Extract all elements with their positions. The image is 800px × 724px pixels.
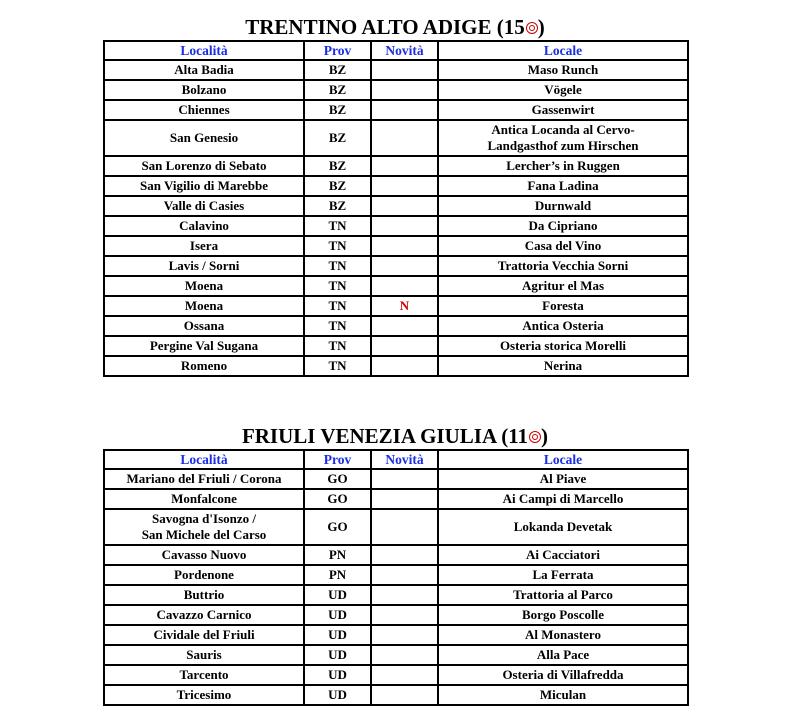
section-title-text: FRIULI VENEZIA GIULIA (11 (241, 424, 529, 448)
section-title-close: ) (541, 424, 549, 448)
cell-prov: TN (304, 276, 371, 296)
cell-prov: UD (304, 585, 371, 605)
table-row (104, 665, 688, 685)
cell-locale: Trattoria Vecchia Sorni (438, 256, 688, 276)
column-header-novita: Novità (371, 450, 438, 469)
cell-localita: Romeno (104, 356, 304, 376)
cell-novita (371, 565, 438, 585)
cell-novita (371, 665, 438, 685)
table-row (104, 156, 688, 176)
cell-novita (371, 156, 438, 176)
table-header-row (104, 450, 688, 469)
cell-novita (371, 196, 438, 216)
table-row (104, 509, 688, 545)
cell-novita (371, 256, 438, 276)
cell-prov: GO (304, 509, 371, 545)
table-header-row (104, 41, 688, 60)
cell-localita: Moena (104, 296, 304, 316)
cell-locale: Fana Ladina (438, 176, 688, 196)
cell-locale: Miculan (438, 685, 688, 705)
cell-prov: TN (304, 216, 371, 236)
cell-locale: Casa del Vino (438, 236, 688, 256)
table-row (104, 296, 688, 316)
cell-localita: Lavis / Sorni (104, 256, 304, 276)
table-row (104, 469, 688, 489)
cell-localita: Buttrio (104, 585, 304, 605)
cell-prov: UD (304, 645, 371, 665)
cell-prov: UD (304, 605, 371, 625)
cell-locale: Ai Cacciatori (438, 545, 688, 565)
cell-novita (371, 585, 438, 605)
cell-locale: Gassenwirt (438, 100, 688, 120)
cell-prov: BZ (304, 176, 371, 196)
cell-novita (371, 685, 438, 705)
cell-locale: Alla Pace (438, 645, 688, 665)
cell-localita: Tarcento (104, 665, 304, 685)
cell-prov: BZ (304, 100, 371, 120)
cell-prov: PN (304, 565, 371, 585)
cell-localita: San Lorenzo di Sebato (104, 156, 304, 176)
table-row (104, 545, 688, 565)
cell-localita: Pergine Val Sugana (104, 336, 304, 356)
cell-novita (371, 625, 438, 645)
cell-prov: TN (304, 296, 371, 316)
section-title (103, 424, 687, 448)
cell-novita (371, 336, 438, 356)
cell-novita (371, 489, 438, 509)
cell-prov: BZ (304, 60, 371, 80)
cell-localita: Tricesimo (104, 685, 304, 705)
cell-localita: San Genesio (104, 120, 304, 156)
cell-novita (371, 80, 438, 100)
cell-novita (371, 545, 438, 565)
cell-prov: GO (304, 489, 371, 509)
table-row (104, 176, 688, 196)
table-row (104, 120, 688, 156)
cell-novita (371, 509, 438, 545)
cell-locale: Al Piave (438, 469, 688, 489)
column-header-prov: Prov (304, 41, 371, 60)
cell-locale: Vögele (438, 80, 688, 100)
table-row (104, 276, 688, 296)
table-row (104, 356, 688, 376)
cell-locale: Agritur el Mas (438, 276, 688, 296)
cell-locale: Da Cipriano (438, 216, 688, 236)
cell-prov: GO (304, 469, 371, 489)
cell-localita: Valle di Casies (104, 196, 304, 216)
cell-novita (371, 356, 438, 376)
cell-prov: BZ (304, 120, 371, 156)
cell-localita: Chiennes (104, 100, 304, 120)
cell-locale: Nerina (438, 356, 688, 376)
cell-locale: Antica Locanda al Cervo- Landgasthof zum Hirschen (438, 120, 688, 156)
cell-localita: Savogna d'Isonzo / San Michele del Carso (104, 509, 304, 545)
cell-localita: Sauris (104, 645, 304, 665)
column-header-locale: Locale (438, 41, 688, 60)
cell-prov: TN (304, 256, 371, 276)
cell-prov: TN (304, 336, 371, 356)
column-header-localita: Località (104, 41, 304, 60)
cell-locale: Durnwald (438, 196, 688, 216)
section-title-text: TRENTINO ALTO ADIGE (15 (245, 15, 525, 39)
cell-prov: BZ (304, 196, 371, 216)
table-row (104, 236, 688, 256)
cell-locale: Foresta (438, 296, 688, 316)
cell-novita (371, 645, 438, 665)
section-title (103, 15, 687, 39)
cell-prov: UD (304, 625, 371, 645)
table-row (104, 645, 688, 665)
cell-locale: Maso Runch (438, 60, 688, 80)
snail-icon (526, 22, 538, 34)
cell-prov: BZ (304, 80, 371, 100)
cell-novita (371, 100, 438, 120)
cell-localita: Moena (104, 276, 304, 296)
table-row (104, 685, 688, 705)
cell-prov: BZ (304, 156, 371, 176)
table-row (104, 216, 688, 236)
table-row (104, 100, 688, 120)
cell-novita (371, 216, 438, 236)
cell-novita (371, 605, 438, 625)
cell-locale: Osteria storica Morelli (438, 336, 688, 356)
cell-localita: Pordenone (104, 565, 304, 585)
table-row (104, 256, 688, 276)
cell-prov: UD (304, 685, 371, 705)
cell-localita: Bolzano (104, 80, 304, 100)
cell-novita (371, 120, 438, 156)
cell-prov: PN (304, 545, 371, 565)
cell-locale: Borgo Poscolle (438, 605, 688, 625)
cell-novita (371, 236, 438, 256)
cell-prov: TN (304, 356, 371, 376)
cell-localita: Cavazzo Carnico (104, 605, 304, 625)
column-header-novita: Novità (371, 41, 438, 60)
column-header-locale: Locale (438, 450, 688, 469)
cell-localita: Cavasso Nuovo (104, 545, 304, 565)
cell-novita: N (371, 296, 438, 316)
cell-localita: Monfalcone (104, 489, 304, 509)
cell-localita: Cividale del Friuli (104, 625, 304, 645)
cell-localita: Alta Badia (104, 60, 304, 80)
cell-novita (371, 176, 438, 196)
cell-novita (371, 469, 438, 489)
cell-prov: TN (304, 236, 371, 256)
cell-locale: Osteria di Villafredda (438, 665, 688, 685)
table-row (104, 625, 688, 645)
section-title-close: ) (537, 15, 545, 39)
table-row (104, 489, 688, 509)
cell-localita: Isera (104, 236, 304, 256)
cell-novita (371, 60, 438, 80)
table-row (104, 565, 688, 585)
cell-locale: Antica Osteria (438, 316, 688, 336)
cell-prov: UD (304, 665, 371, 685)
restaurant-table (103, 449, 689, 706)
cell-locale: Lercher’s in Ruggen (438, 156, 688, 176)
table-row (104, 336, 688, 356)
table-row (104, 605, 688, 625)
cell-locale: Lokanda Devetak (438, 509, 688, 545)
table-row (104, 316, 688, 336)
cell-locale: Ai Campi di Marcello (438, 489, 688, 509)
cell-prov: TN (304, 316, 371, 336)
cell-locale: Trattoria al Parco (438, 585, 688, 605)
column-header-localita: Località (104, 450, 304, 469)
snail-icon (529, 431, 541, 443)
cell-localita: Mariano del Friuli / Corona (104, 469, 304, 489)
table-row (104, 196, 688, 216)
table-row (104, 80, 688, 100)
cell-localita: Ossana (104, 316, 304, 336)
cell-localita: Calavino (104, 216, 304, 236)
cell-novita (371, 276, 438, 296)
cell-novita (371, 316, 438, 336)
cell-locale: Al Monastero (438, 625, 688, 645)
table-row (104, 585, 688, 605)
cell-locale: La Ferrata (438, 565, 688, 585)
cell-localita: San Vigilio di Marebbe (104, 176, 304, 196)
column-header-prov: Prov (304, 450, 371, 469)
table-row (104, 60, 688, 80)
restaurant-table (103, 40, 689, 377)
